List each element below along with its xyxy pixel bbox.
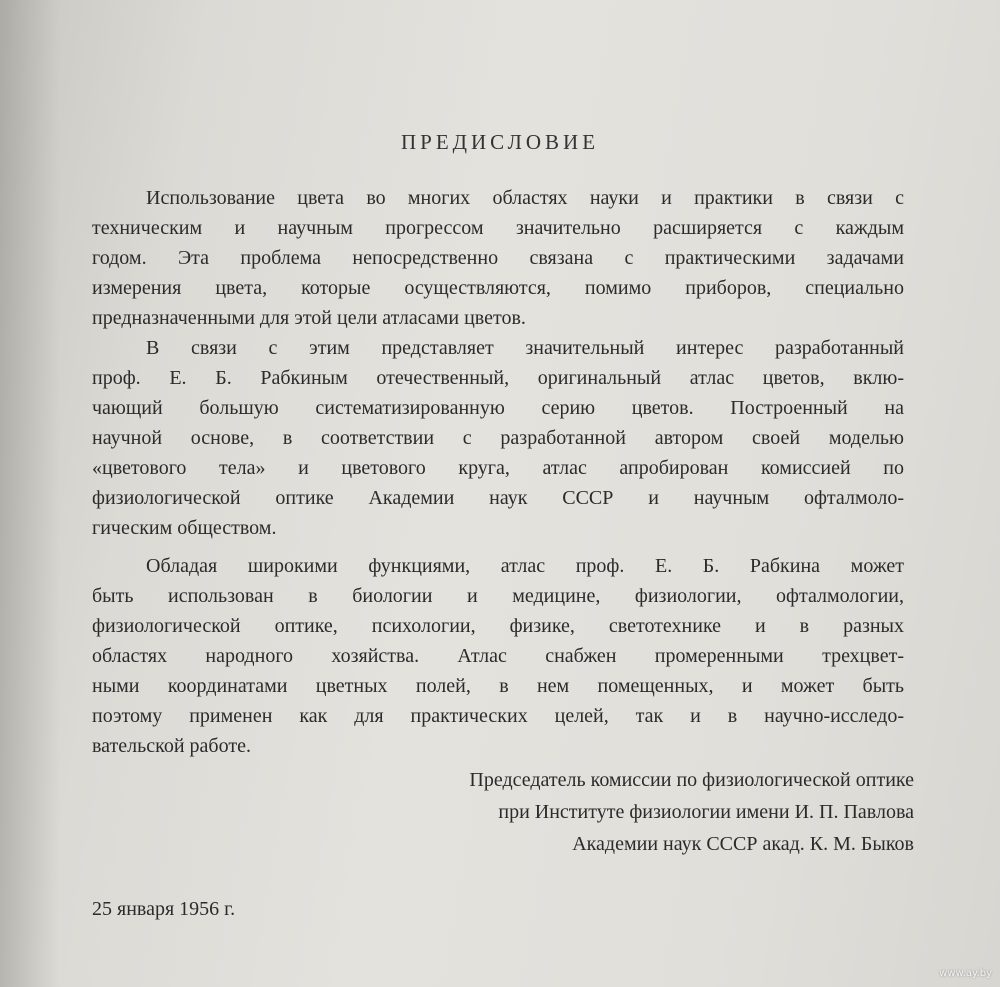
text-line: проф. Е. Б. Рабкиным отечественный, оригинальный атлас цветов, вклю- [92,367,904,389]
paragraph-gap [92,543,904,551]
paragraph-3 [92,551,904,761]
text-line: физиологической оптике, психологии, физике, светотехнике и в разных [92,615,904,637]
text-line: гическим обществом. [92,517,277,539]
paragraph-2 [92,333,904,543]
text-line: научной основе, в соответствии с разработанной автором своей моделью [92,427,904,449]
signature-line: Академии наук СССР акад. К. М. Быков [572,833,914,855]
signature-line: Председатель комиссии по физиологической оптике [469,769,914,791]
page-title: ПРЕДИСЛОВИЕ [400,130,600,154]
text-line: вательской работе. [92,735,251,757]
watermark: www.ay.by [939,968,992,979]
text-line: быть использован в биологии и медицине, физиологии, офталмологии, [92,585,904,607]
preface-body [92,183,904,761]
text-line: Использование цвета во многих областях науки и практики в связи с [146,187,904,209]
text-line: чающий большую систематизированную серию цветов. Построенный на [92,397,904,419]
text-line: «цветового тела» и цветового круга, атлас апробирован комиссией по [92,457,904,479]
signature-block [469,764,914,860]
text-line: В связи с этим представляет значительный интерес разработанный [146,337,904,359]
text-line: измерения цвета, которые осуществляются, помимо приборов, специально [92,277,904,299]
text-line: техническим и научным прогрессом значительно расширяется с каждым [92,217,904,239]
text-line: поэтому применен как для практических целей, так и в научно-исследо- [92,705,904,727]
text-line: ными координатами цветных полей, в нем помещенных, и может быть [92,675,904,697]
text-line: предназначенными для этой цели атласами цветов. [92,307,526,329]
paragraph-1 [92,183,904,333]
text-line: Обладая широкими функциями, атлас проф. Е. Б. Рабкина может [146,555,904,577]
text-line: годом. Эта проблема непосредственно связана с практическими задачами [92,247,904,269]
signature-line: при Институте физиологии имени И. П. Павлова [498,801,914,823]
document-date: 25 января 1956 г. [92,898,236,920]
text-line: областях народного хозяйства. Атлас снабжен промеренными трехцвет- [92,645,904,667]
text-line: физиологической оптике Академии наук СССР и научным офталмоло- [92,487,904,509]
